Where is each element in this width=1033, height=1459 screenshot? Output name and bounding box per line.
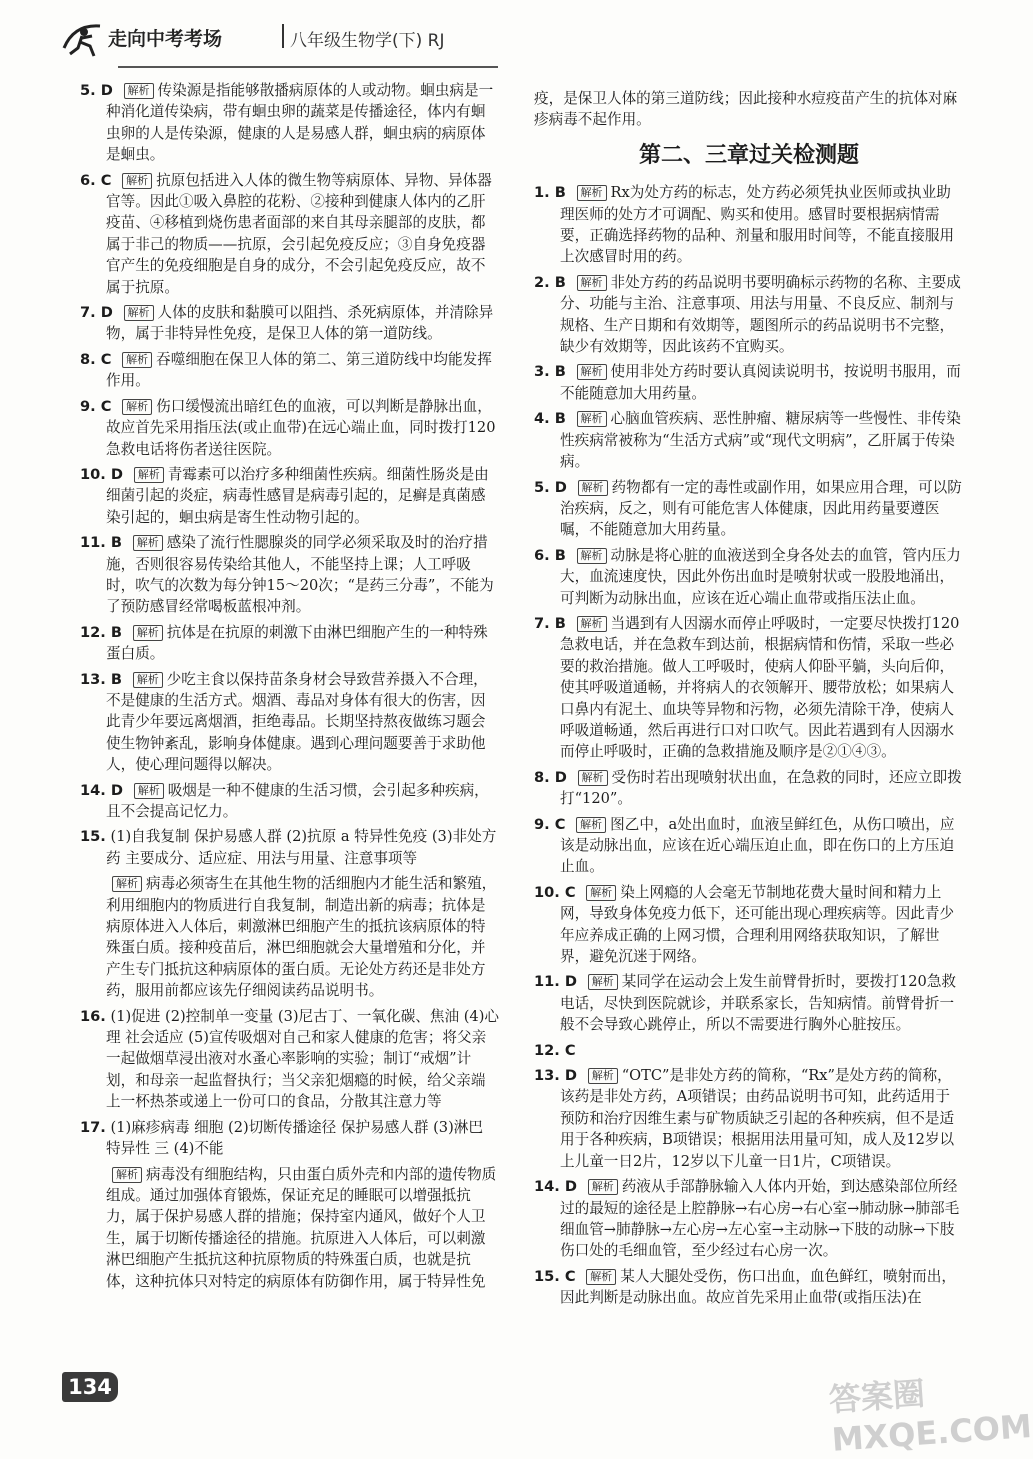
analysis-tag: 解析 xyxy=(133,535,163,551)
answer-number: 5. D xyxy=(534,478,567,496)
answer-item xyxy=(534,814,964,878)
answer-text: Rx为处方药的标志，处方药必须凭执业医师或执业助理医师的处方才可调配、购买和使用。感冒时要根据病情需要，正确选择药物的品种、剂量和服用时间等，不能直接服用上次感冒时用的药。 xyxy=(560,184,955,266)
answer-text: 抗体是在抗原的刺激下由淋巴细胞产生的一种特殊蛋白质。 xyxy=(106,623,488,663)
answer-text: 感染了流行性腮腺炎的同学必须采取及时的治疗措施，否则很容易传染给其他人，不能坚持上课；人工呼吸时，吹气的次数为每分钟15～20次；“是药三分毒”，不能为了预防感冒经常喝板蓝根冲剂。 xyxy=(106,534,494,616)
answer-number: 6. C xyxy=(80,171,112,189)
answer-item xyxy=(534,477,964,541)
answer-item xyxy=(80,1117,500,1160)
answer-text: 某同学在运动会上发生前臂骨折时，要拨打120急救电话，尽快到医院就诊，并联系家长，告知病情。前臂骨折一般不会导致心跳停止，所以不需要进行胸外心脏按压。 xyxy=(560,973,957,1034)
analysis-tag: 解析 xyxy=(588,974,618,990)
continued-paragraph: 疫，是保卫人体的第三道防线；因此接种水痘疫苗产生的抗体对麻疹病毒不起作用。 xyxy=(534,90,958,129)
answer-text: 使用非处方药时要认真阅读说明书，按说明书服用，而不能随意加大用药量。 xyxy=(560,363,961,402)
answer-text: 非处方药的药品说明书要明确标示药物的名称、主要成分、功能与主治、注意事项、用法与用量、不良反应、制剂与规格、生产日期和有效期等，题图所示的药品说明书不完整，缺少有效期等，因此该药不宜购买。 xyxy=(560,273,961,356)
answer-number: 1. B xyxy=(534,184,566,202)
right-items xyxy=(534,182,964,1308)
answer-text: 某人大腿处受伤，伤口出血，血色鲜红，喷射而出，因此判断是动脉出血。故应首先采用止血带(或指压法)在 xyxy=(560,1267,956,1307)
answer-text: (1)促进 (2)控制单一变量 (3)尼古丁、一氧化碳、焦油 (4)心理 社会适应 (5)宣传吸烟对自己和家人健康的危害；将父亲一起做烟草浸出液对水蚤心率影响的实验；制订“戒烟”计划，和母亲一起监督执行；当父亲犯烟瘾的时候，给父亲端上一杯热茶或递上一份可口的食品，分散其注意力等 xyxy=(106,1007,499,1111)
analysis-tag: 解析 xyxy=(124,305,154,321)
answer-item xyxy=(534,182,964,268)
answer-item xyxy=(534,1176,964,1262)
analysis-tag: 解析 xyxy=(133,625,163,641)
answer-item xyxy=(80,302,500,345)
header-rule xyxy=(118,66,498,68)
analysis-tag: 解析 xyxy=(122,352,152,368)
section-title: 第二、三章过关检测题 xyxy=(638,142,859,168)
analysis-tag: 解析 xyxy=(134,783,164,799)
watermark: 答案圈 MXQE.COM xyxy=(827,1374,1033,1459)
answer-text: 吞噬细胞在保卫人体的第二、第三道防线中均能发挥作用。 xyxy=(106,350,492,390)
answer-item xyxy=(80,349,500,392)
answer-item xyxy=(80,622,500,665)
answer-item xyxy=(534,408,964,472)
answer-item xyxy=(80,669,500,776)
analysis-tag: 解析 xyxy=(133,672,163,688)
analysis-tag: 解析 xyxy=(576,817,606,833)
analysis-tag: 解析 xyxy=(112,1167,142,1183)
answer-number: 13. B xyxy=(80,670,123,688)
analysis-tag: 解析 xyxy=(578,480,608,496)
analysis-tag: 解析 xyxy=(586,1269,616,1285)
answer-text: 吸烟是一种不健康的生活习惯，会引起多种疾病，且不会提高记忆力。 xyxy=(106,781,489,820)
brand-title: 走向中考考场 xyxy=(108,28,223,50)
answer-item xyxy=(534,613,964,763)
answer-text: 染上网瘾的人会毫无节制地花费大量时间和精力上网，导致身体免疫力低下，还可能出现心理疾病等。因此青少年应养成正确的上网习惯，合理利用网络获取知识，了解世界，避免沉迷于网络。 xyxy=(560,883,955,966)
analysis-tag: 解析 xyxy=(124,83,154,99)
answer-text: 伤口缓慢流出暗红色的血液，可以判断是静脉出血，故应首先采用指压法(或止血带)在远心端止血，同时拨打120急救电话将伤者送往医院。 xyxy=(106,397,496,458)
left-column xyxy=(80,80,500,1296)
right-column xyxy=(534,88,964,1313)
answer-text: (1)麻疹病毒 细胞 (2)切断传播途径 保护易感人群 (3)淋巴 特异性 三 (4)不能 xyxy=(106,1118,483,1158)
analysis-tag: 解析 xyxy=(577,548,607,564)
answer-text: 病毒必须寄生在其他生物的活细胞内才能生活和繁殖，利用细胞内的物质进行自我复制，制造出新的病毒；抗体是病原体进入人体后，刺激淋巴细胞产生的抵抗该病原体的特殊蛋白质。接种疫苗后，淋巴细胞就会大量增殖和分化，并产生专门抵抗这种病原体的蛋白质。无论处方药还是非处方药，服用前都应该先仔细阅读药品说明书。 xyxy=(106,875,497,1000)
analysis-tag: 解析 xyxy=(577,411,607,427)
answer-text: 心脑血管疾病、恶性肿瘤、糖尿病等一些慢性、非传染性疾病常被称为“生活方式病”或“现代文明病”，乙肝属于传染病。 xyxy=(560,410,961,471)
answer-text: 药物都有一定的毒性或副作用，如果应用合理，可以防治疾病，反之，则有可能危害人体健康，因此用药量要遵医嘱，不能随意加大用药量。 xyxy=(560,478,962,539)
answer-item xyxy=(534,1266,964,1309)
answer-text: 当遇到有人因溺水而停止呼吸时，一定要尽快拨打120急救电话，并在急救车到达前，根据病情和伤情，采取一些必要的救治措施。做人工呼吸时，使病人仰卧平躺，头向后仰，使其呼吸道通畅，并将病人的衣领解开、腰带放松；如果病人口鼻内有泥土、血块等异物和污物，必须先清除干净，使病人呼吸道畅通，然后再进行口对口吹气。因此若遇到有人因溺水而停止呼吸时，正确的急救措施及顺序是②①④③。 xyxy=(560,614,960,761)
answer-number: 12. C xyxy=(534,1041,576,1059)
answer-number: 3. B xyxy=(534,363,566,381)
runner-logo-icon xyxy=(60,18,108,60)
answer-number: 4. B xyxy=(534,410,566,428)
answer-item xyxy=(80,1006,500,1113)
page-header xyxy=(60,14,960,74)
answer-item xyxy=(534,971,964,1035)
analysis-tag: 解析 xyxy=(586,885,616,901)
answer-number: 8. C xyxy=(80,350,112,368)
answer-text: 病毒没有细胞结构，只由蛋白质外壳和内部的遗传物质组成。通过加强体育锻炼，保证充足的睡眠可以增强抵抗力，属于保护易感人群的措施；保持室内通风，做好个人卫生，属于切断传播途径的措施。抗原进入人体后，可以刺激淋巴细胞产生抵抗这种抗原物质的特殊蛋白质，也就是抗体，这种抗体只对特定的病原体有防御作用，属于特异性免 xyxy=(106,1165,497,1290)
answer-text: 动脉是将心脏的血液送到全身各处去的血管，管内压力大，血流速度快，因此外伤出血时是喷射状或一股股地涌出，可判断为动脉出血，应该在近心端止血带或指压法止血。 xyxy=(560,546,961,607)
analysis-tag: 解析 xyxy=(577,185,607,201)
analysis-tag: 解析 xyxy=(588,1068,618,1084)
answer-item xyxy=(534,882,964,968)
answer-number: 10. D xyxy=(80,465,124,483)
answer-text: 药液从手部静脉输入人体内开始，到达感染部位所经过的最短的途径是上腔静脉→右心房→右心室→肺动脉→肺部毛细血管→肺静脉→左心房→左心室→主动脉→下肢的动脉→下肢伤口处的毛细血管，至少经过右心房一次。 xyxy=(560,1178,960,1260)
answer-item xyxy=(80,826,500,869)
answer-text: (1)自我复制 保护易感人群 (2)抗原 a 特异性免疫 (3)非处方药 主要成分、适应症、用法与用量、注意事项等 xyxy=(106,828,497,867)
answer-text: 人体的皮肤和黏膜可以阻挡、杀死病原体，并清除异物，属于非特异性免疫，是保卫人体的第一道防线。 xyxy=(106,304,494,343)
answer-number: 16. xyxy=(80,1007,106,1025)
answer-number: 10. C xyxy=(534,883,576,901)
answer-item xyxy=(106,873,500,1001)
answer-text: 抗原包括进入人体的微生物等病原体、异物、异体器官等。因此①吸入鼻腔的花粉、②接种到健康人体内的乙肝疫苗、④移植到烧伤患者面部的来自其母亲腿部的皮肤，都属于非己的物质——抗原，会引起免疫反应；③自身免疫器官产生的免疫细胞是自身的成分，不会引起免疫反应，故不属于抗原。 xyxy=(106,171,492,296)
answer-number: 2. B xyxy=(534,273,566,291)
analysis-tag: 解析 xyxy=(122,399,152,415)
answer-number: 17. xyxy=(80,1118,106,1136)
answer-text: 少吃主食以保持苗条身材会导致营养摄入不合理，不是健康的生活方式。烟酒、毒品对身体有很大的伤害，因此青少年要远离烟酒，拒绝毒品。长期坚持熬夜做练习题会使生物钟紊乱，影响身体健康。遇到心理问题要善于求助他人，使心理问题得以解决。 xyxy=(106,670,488,774)
page-number: 134 xyxy=(62,1372,118,1402)
analysis-tag: 解析 xyxy=(122,173,152,189)
answer-item xyxy=(80,80,500,166)
answer-item xyxy=(534,361,964,404)
answer-number: 9. C xyxy=(80,397,112,415)
answer-item xyxy=(80,780,500,823)
header-divider xyxy=(282,24,284,48)
answer-number: 13. D xyxy=(534,1067,578,1085)
answer-number: 14. D xyxy=(534,1178,578,1196)
answer-item xyxy=(80,170,500,298)
answer-number: 11. B xyxy=(80,534,123,552)
answer-number: 15. C xyxy=(534,1267,576,1285)
analysis-tag: 解析 xyxy=(577,364,607,380)
answer-item xyxy=(534,1065,964,1172)
answer-item xyxy=(534,767,964,810)
analysis-tag: 解析 xyxy=(578,770,608,786)
answer-text: 受伤时若出现喷射状出血，在急救的同时，还应立即拨打“120”。 xyxy=(560,768,962,808)
analysis-tag: 解析 xyxy=(112,876,142,892)
analysis-tag: 解析 xyxy=(577,616,607,632)
answer-number: 11. D xyxy=(534,973,578,991)
answer-text: 传染源是指能够散播病原体的人或动物。蛔虫病是一种消化道传染病，带有蛔虫卵的蔬菜是传播途径，体内有蛔虫卵的人是传染源，健康的人是易感人群，蛔虫病的病原体是蛔虫。 xyxy=(106,82,494,164)
answer-text: “OTC”是非处方药的简称，“Rx”是处方药的简称，该药是非处方药，A项错误；由药品说明书可知，此药适用于预防和治疗因维生素与矿物质缺乏引起的各种疾病，但不是适用于各种疾病，B项错误；根据用法用量可知，成人及12岁以上儿童一日2片，12岁以下儿童一日1片，C项错误。 xyxy=(560,1067,955,1170)
answer-text: 图乙中，a处出血时，血液呈鲜红色，从伤口喷出，应该是动脉出血，应该在近心端压迫止血，即在伤口的上方压迫止血。 xyxy=(560,815,955,876)
answer-number: 14. D xyxy=(80,781,124,799)
analysis-tag: 解析 xyxy=(577,275,607,291)
answer-item xyxy=(80,396,500,460)
answer-item xyxy=(80,532,500,618)
answer-item xyxy=(534,272,964,358)
answer-number: 12. B xyxy=(80,623,123,641)
answer-item xyxy=(106,1164,500,1292)
analysis-tag: 解析 xyxy=(588,1179,618,1195)
answer-number: 7. D xyxy=(80,304,113,322)
answer-number: 5. D xyxy=(80,82,113,99)
answer-item xyxy=(80,464,500,528)
analysis-tag: 解析 xyxy=(134,467,164,483)
answer-number: 6. B xyxy=(534,546,566,564)
answer-item xyxy=(534,1040,964,1061)
answer-number: 15. xyxy=(80,828,106,846)
answer-item xyxy=(534,545,964,609)
answer-text: 青霉素可以治疗多种细菌性疾病。细菌性肠炎是由细菌引起的炎症，病毒性感冒是病毒引起的，足癣是真菌感染引起的，蛔虫病是寄生性动物引起的。 xyxy=(106,465,489,526)
subject-label: 八年级生物学(下) RJ xyxy=(290,31,445,51)
answer-number: 7. B xyxy=(534,614,566,632)
answer-number: 9. C xyxy=(534,815,566,833)
answer-number: 8. D xyxy=(534,768,567,786)
